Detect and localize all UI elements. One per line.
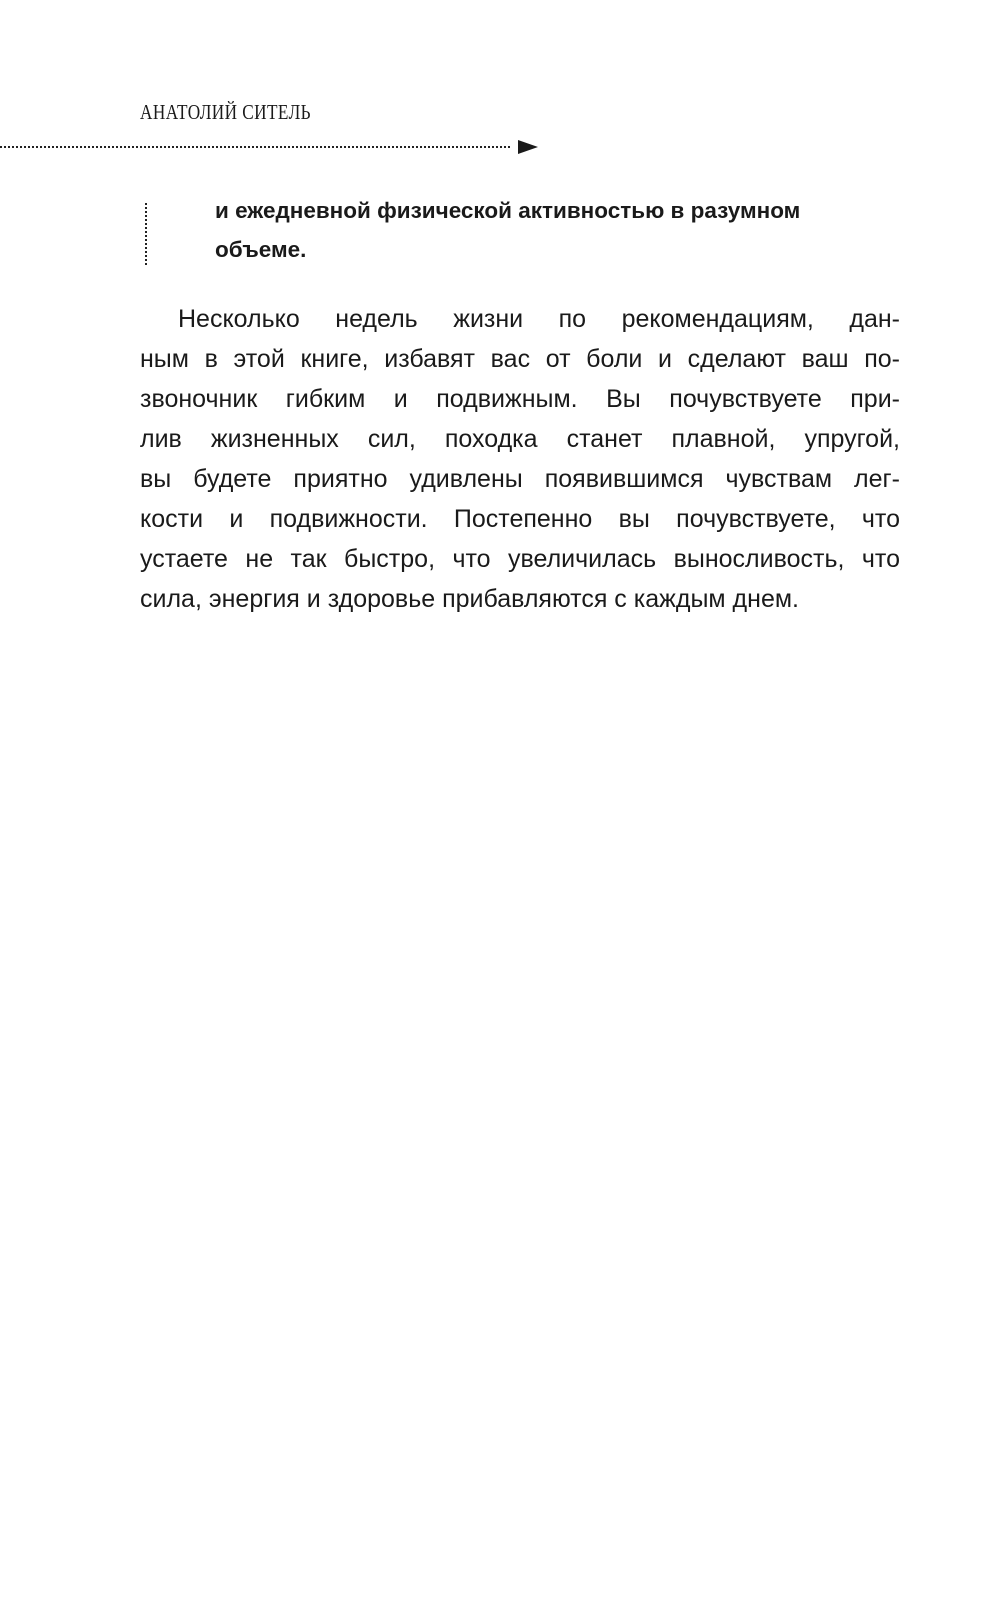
paragraph-line: сила, энергия и здоровье прибавляются с каждым днем. — [140, 585, 799, 613]
paragraph-line: кости и подвижности. Постепенно вы почувствуете, что — [140, 505, 900, 533]
paragraph-line: лив жизненных сил, походка станет плавной, упругой, — [140, 425, 900, 453]
running-head: АНАТОЛИЙ СИТЕЛЬ — [140, 100, 311, 124]
paragraph-line: устаете не так быстро, что увеличилась выносливость, что — [140, 545, 900, 573]
body-paragraph — [140, 299, 900, 619]
paragraph-line: звоночник гибким и подвижным. Вы почувствуете при- — [140, 385, 900, 413]
paragraph-line: ным в этой книге, избавят вас от боли и сделают ваш по- — [140, 345, 900, 373]
emphasis-line: и ежедневной физической активностью в разумном — [215, 198, 801, 223]
paragraph-line: вы будете приятно удивлены появившимся чувствам лег- — [140, 465, 900, 493]
dotted-side-marker — [145, 203, 147, 265]
dotted-line — [0, 146, 510, 148]
paragraph-line: Несколько недель жизни по рекомендациям, дан- — [178, 305, 900, 333]
emphasis-line: объеме. — [215, 237, 307, 262]
emphasis-text — [215, 191, 900, 269]
header-dotted-rule — [0, 140, 520, 154]
arrow-right-icon — [518, 140, 538, 154]
